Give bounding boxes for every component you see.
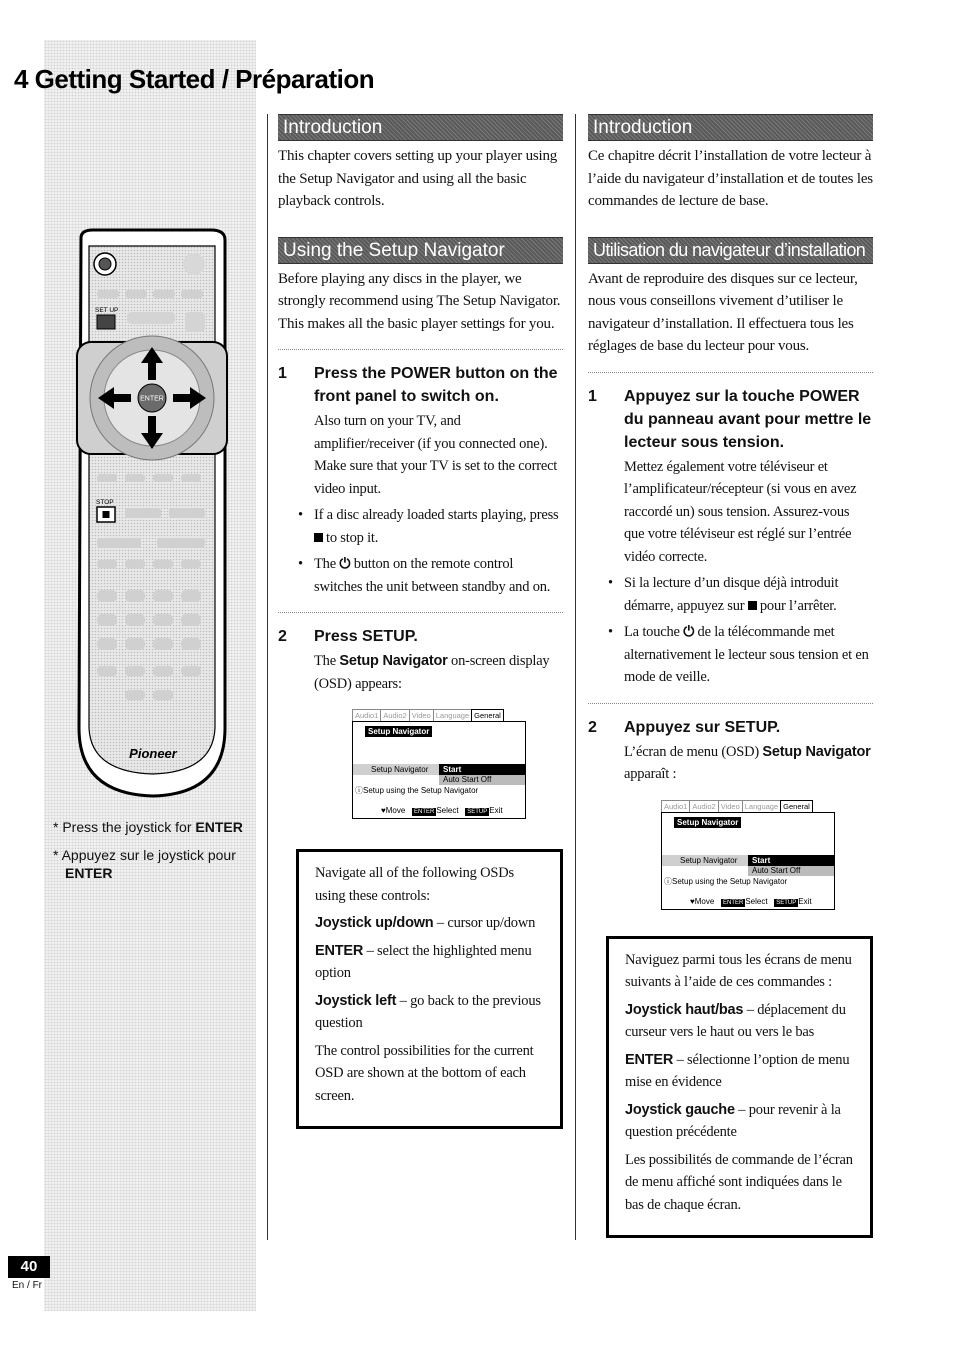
caption-fr: * Appuyez sur le joystick pour ENTER [53,847,236,881]
step-number: 2 [278,628,287,645]
box-item: ENTER – sélectionne l’option de menu mise en évidence [625,1051,850,1090]
step-title: Appuyez sur SETUP. [624,718,781,736]
osd-footer: ♥Move ENTER Select SETUP Exit [381,806,503,815]
bullet-power-en: • The ⏻ button on the remote control switches the unit between standby and on. [314,553,563,598]
step-text: Mettez également votre téléviseur et l’amplificateur/récepteur (si vous en avez raccordé un) sous tension. Assurez-vous que votre téléviseur est réglé sur l’entrée vidéo correcte. [624,458,857,565]
step-number: 1 [588,387,597,405]
osd-selected-option: Start [439,764,525,775]
chapter-title: 4 Getting Started / Préparation [14,64,375,94]
stop-square-icon [748,601,757,610]
osd-screenshot-fr [661,800,835,910]
step-1-fr [588,385,873,689]
nav-heading-fr: Utilisation du navigateur d’installation [588,237,873,264]
caption-en: * Press the joystick for ENTER [53,819,243,835]
osd-row-label: Setup Navigator [680,855,738,865]
remote-setup-label: SET UP [95,307,119,314]
divider [588,703,873,704]
step-text: Also turn on your TV, and amplifier/receiver (if you connected one). Make sure that your TV is set to the correct video input. [314,413,558,497]
intro-text-en: This chapter covers setting up your player using the Setup Navigator and using all the basic playback controls. [278,148,558,209]
step-text: L’écran de menu (OSD) Setup Navigator apparaît : [624,743,871,782]
remote-stop-label: STOP [96,499,114,506]
box-note: Les possibilités de commande de l’écran de menu affiché sont indiquées dans le bas de chaque écran. [625,1151,853,1213]
divider [278,349,563,350]
step-number: 1 [278,365,287,382]
box-intro: Navigate all of the following OSDs using these controls: [315,865,514,904]
step-1-en [278,362,563,598]
remote-control-illustration [73,228,231,800]
box-item: Joystick haut/bas – déplacement du curseur vers le haut ou vers le bas [625,1001,846,1040]
nav-text-fr: Avant de reproduire des disques sur ce lecteur, nous vous conseillons vivement d’utiliser le navigateur d’installation. Il effectuera tous les réglages de base du lecteur pour vous. [588,270,858,354]
osd-tab: Language [433,709,472,721]
step-title: Appuyez sur la touche POWER du panneau avant pour mettre le lecteur sous tension. [624,387,872,451]
osd-tab: Video [718,800,743,812]
stop-square-icon [314,533,323,542]
box-intro: Naviguez parmi tous les écrans de menu suivants à l’aide de ces commandes : [625,951,852,990]
step-2-fr [588,716,873,786]
power-symbol-icon: ⏻ [339,556,351,572]
remote-brand-logo: Pioneer [129,746,177,761]
osd-tab: Language [742,800,781,812]
step-number: 2 [588,718,597,736]
intro-text-fr: Ce chapitre décrit l’installation de votre lecteur à l’aide du navigateur d’installation et de toutes les commandes de lecture de base. [588,148,873,209]
osd-tab: Audio1 [352,709,381,721]
nav-text-en: Before playing any discs in the player, we strongly recommend using The Setup Navigator. This makes all the basic player settings for you. [278,270,561,332]
step-text: The Setup Navigator on-screen display (OSD) appears: [314,653,550,692]
intro-heading-fr: Introduction [588,114,873,141]
nav-heading-en: Using the Setup Navigator [278,237,563,264]
heart-move-icon: ♥ [690,896,695,906]
osd-tab: Audio2 [689,800,718,812]
bullet-stop-en: • If a disc already loaded starts playing, press to stop it. [314,504,563,549]
osd-info: ⓘSetup using the Setup Navigator [355,786,479,795]
step-2-en [278,625,563,695]
bullet-stop-fr: • Si la lecture d’un disque déjà introduit démarre, appuyez sur pour l’arrêter. [624,572,873,617]
osd-selected-option: Start [748,855,834,866]
osd-tab: Video [409,709,434,721]
osd-tab: Audio1 [661,800,690,812]
column-rule-right [575,114,576,1240]
osd-tab-active: General [471,709,504,721]
divider [278,612,563,613]
box-note: The control possibilities for the current OSD are shown at the bottom of each screen. [315,1042,534,1104]
page-languages: En / Fr [12,1280,43,1291]
osd-tab: Audio2 [380,709,409,721]
osd-title: Setup Navigator [365,726,432,737]
french-column [588,114,873,1238]
box-item: Joystick up/down – cursor up/down [315,915,536,931]
osd-screenshot-en [352,709,526,819]
english-column [278,114,563,1129]
remote-enter-label: ENTER [140,395,164,403]
box-item: ENTER – select the highlighted menu option [315,942,532,981]
page-number: 40 [8,1256,50,1278]
step-title: Press SETUP. [314,628,418,645]
osd-info: ⓘSetup using the Setup Navigator [664,876,788,886]
osd-title: Setup Navigator [674,817,741,828]
heart-move-icon: ♥ [381,806,386,815]
osd-option: Auto Start Off [748,866,834,876]
controls-box-en [296,849,563,1129]
step-title: Press the POWER button on the front panel to switch on. [314,365,558,405]
box-item: Joystick gauche – pour revenir à la question précédente [625,1101,841,1140]
osd-row-label: Setup Navigator [371,765,429,774]
setup-button-icon [97,315,115,329]
osd-tab-active: General [780,800,813,812]
box-item: Joystick left – go back to the previous question [315,992,541,1031]
bullet-power-fr: • La touche ⏻ de la télécommande met alternativement le lecteur sous tension et en mode de veille. [624,621,873,689]
osd-footer: ♥Move ENTER Select SETUP Exit [690,896,812,906]
osd-option: Auto Start Off [439,775,525,785]
power-symbol-icon: ⏻ [683,624,695,640]
controls-box-fr [606,936,873,1239]
intro-heading-en: Introduction [278,114,563,141]
column-rule-left [267,114,268,1240]
divider [588,372,873,373]
